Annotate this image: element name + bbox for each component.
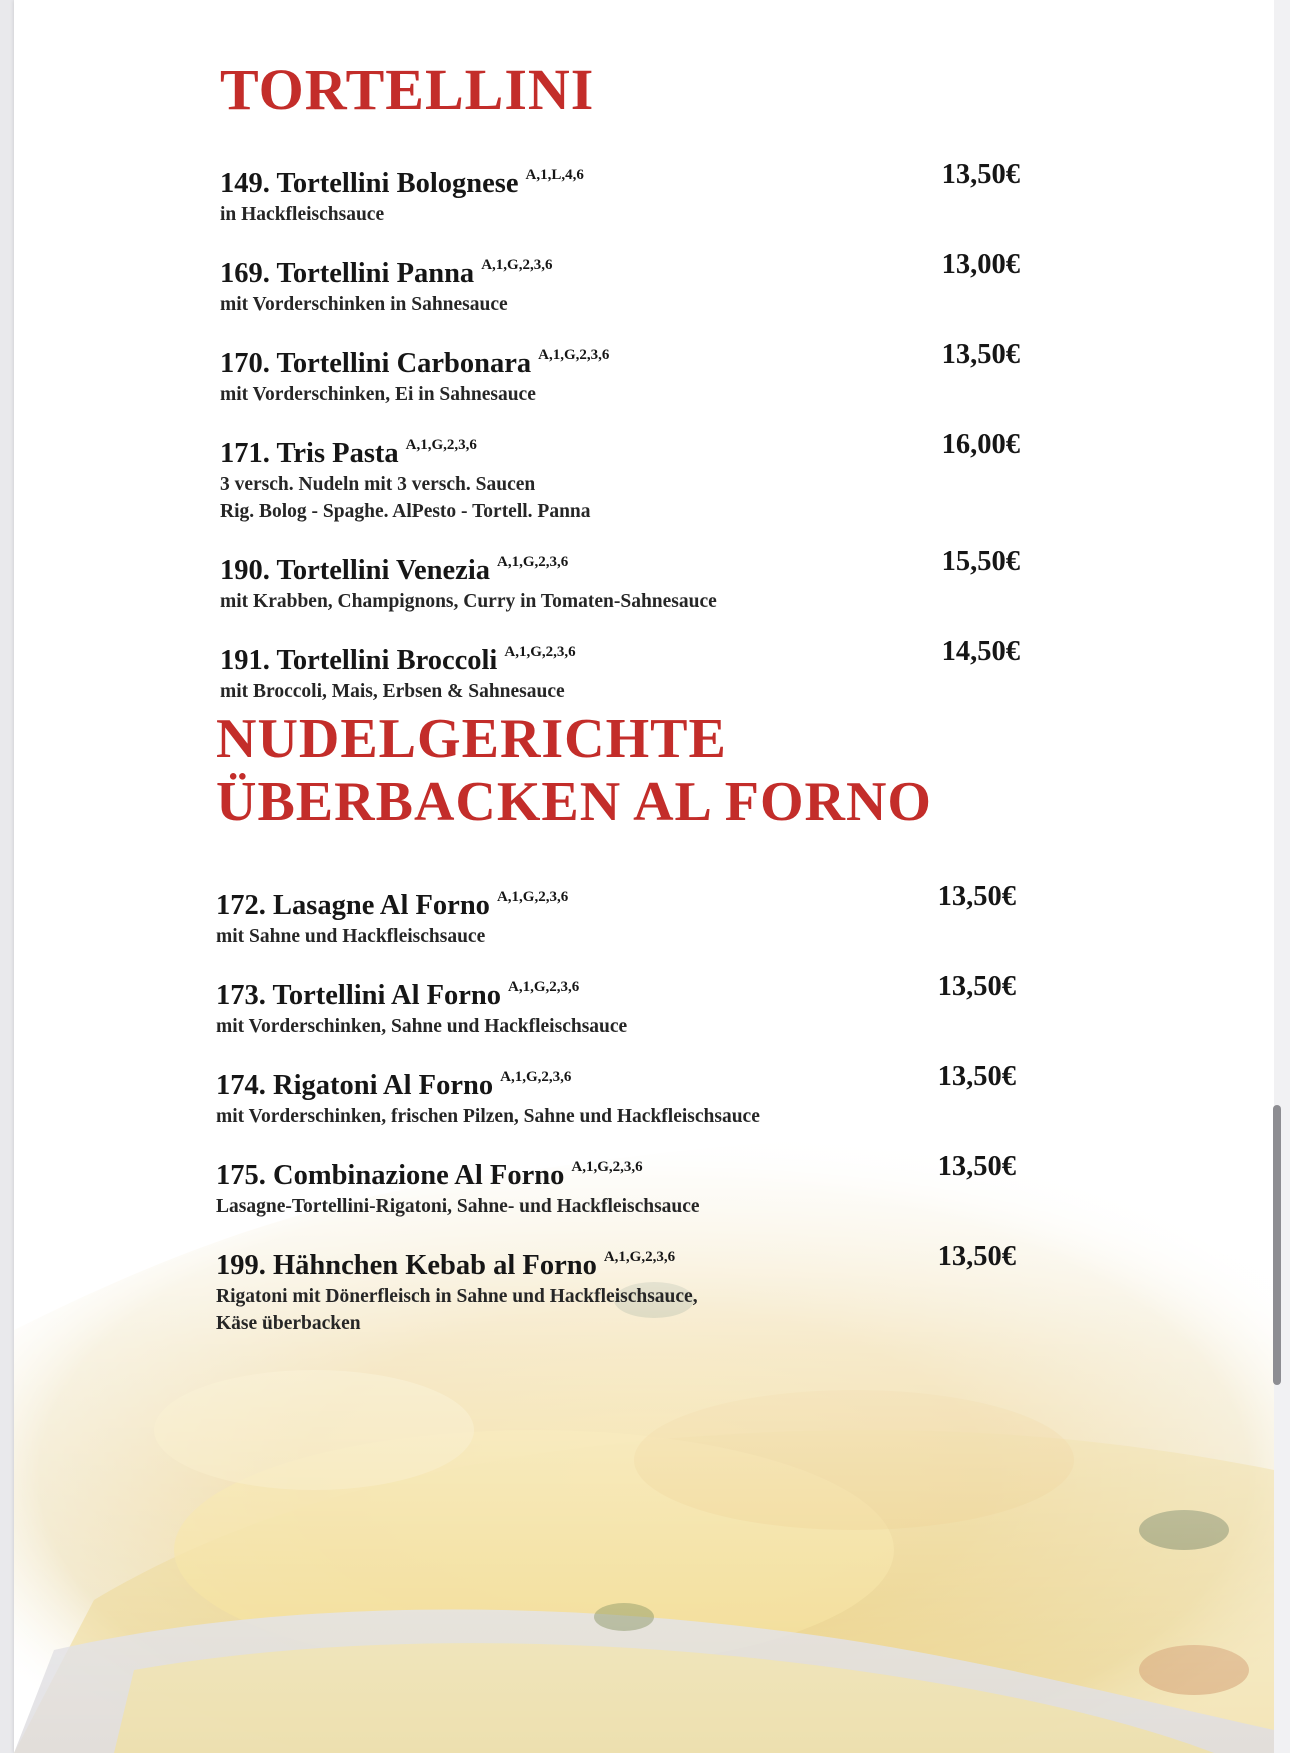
item-title: 174. Rigatoni Al Forno: [216, 1070, 494, 1101]
menu-item: [220, 428, 1020, 525]
item-name: [220, 545, 1020, 588]
item-description: mit Vorderschinken in Sahnesauce: [220, 294, 508, 315]
item-title: 175. Combinazione Al Forno: [216, 1160, 565, 1191]
item-price: 13,50€: [937, 971, 1016, 1002]
item-price: 13,50€: [937, 1061, 1016, 1092]
item-description: mit Vorderschinken, Ei in Sahnesauce: [220, 384, 536, 405]
item-title: 173. Tortellini Al Forno: [216, 980, 502, 1011]
item-title: 170. Tortellini Carbonara: [220, 348, 532, 379]
item-name: [216, 1240, 1016, 1283]
allergen-codes: A,1,G,2,3,6: [508, 979, 580, 995]
section-title-line: NUDELGERICHTE: [216, 708, 727, 770]
allergen-codes: A,1,G,2,3,6: [500, 1069, 572, 1085]
item-price: 13,50€: [937, 1151, 1016, 1182]
item-title: 191. Tortellini Broccoli: [220, 645, 498, 676]
item-price: 13,50€: [937, 881, 1016, 912]
item-name: [220, 635, 1020, 678]
item-name: [220, 338, 1020, 381]
allergen-codes: A,1,G,2,3,6: [538, 347, 610, 363]
section-title-line: ÜBERBACKEN AL FORNO: [216, 770, 932, 833]
item-title: 149. Tortellini Bolognese: [220, 168, 519, 199]
item-price: 13,00€: [941, 249, 1020, 280]
menu-item: [220, 158, 1020, 228]
item-price: 15,50€: [941, 546, 1020, 577]
allergen-codes: A,1,G,2,3,6: [496, 889, 569, 905]
menu-item: [216, 1240, 1016, 1337]
nudelgerichte-items: [216, 880, 1016, 1357]
scrollbar-track[interactable]: [1274, 0, 1290, 1753]
menu-item: [220, 635, 1020, 705]
menu-item: [216, 1060, 1016, 1130]
item-name: [216, 880, 1016, 923]
item-title: 169. Tortellini Panna: [220, 258, 475, 289]
item-description: mit Vorderschinken, frischen Pilzen, Sahne und Hackfleischsauce: [216, 1106, 760, 1127]
item-title: 172. Lasagne Al Forno: [216, 890, 490, 921]
allergen-codes: A,1,G,2,3,6: [481, 257, 553, 273]
item-name: [216, 970, 1016, 1013]
item-name: [220, 428, 1020, 471]
menu-page: [14, 0, 1274, 1753]
item-description: mit Vorderschinken, Sahne und Hackfleischsauce: [216, 1016, 628, 1037]
section-title-tortellini: TORTELLINI: [220, 57, 595, 122]
scrollbar-thumb[interactable]: [1273, 1105, 1281, 1385]
item-name: [220, 158, 1020, 201]
item-description: mit Broccoli, Mais, Erbsen & Sahnesauce: [220, 681, 565, 702]
item-description: Rig. Bolog - Spaghe. AlPesto - Tortell. Panna: [220, 501, 591, 522]
menu-item: [216, 880, 1016, 950]
menu-item: [220, 545, 1020, 615]
item-price: 13,50€: [941, 339, 1020, 370]
section-title-nudelgerichte: [216, 708, 932, 833]
item-description: Käse überbacken: [216, 1313, 361, 1334]
allergen-codes: A,1,L,4,6: [525, 167, 584, 183]
allergen-codes: A,1,G,2,3,6: [405, 437, 477, 453]
item-description: Lasagne-Tortellini-Rigatoni, Sahne- und Hackfleischsauce: [216, 1196, 700, 1217]
item-title: 199. Hähnchen Kebab al Forno: [216, 1250, 597, 1281]
item-name: [216, 1150, 1016, 1193]
item-description: in Hackfleischsauce: [220, 204, 385, 225]
allergen-codes: A,1,G,2,3,6: [603, 1249, 676, 1265]
allergen-codes: A,1,G,2,3,6: [497, 554, 569, 570]
menu-item: [220, 248, 1020, 318]
item-price: 13,50€: [937, 1241, 1016, 1272]
item-description: mit Krabben, Champignons, Curry in Tomaten-Sahnesauce: [220, 591, 717, 612]
item-description: mit Sahne und Hackfleischsauce: [216, 926, 486, 947]
item-title: 190. Tortellini Venezia: [220, 555, 490, 586]
item-price: 13,50€: [941, 159, 1020, 190]
allergen-codes: A,1,G,2,3,6: [504, 644, 576, 660]
menu-item: [220, 338, 1020, 408]
item-name: [220, 248, 1020, 291]
item-price: 14,50€: [941, 636, 1020, 667]
item-description: 3 versch. Nudeln mit 3 versch. Saucen: [220, 474, 536, 495]
menu-item: [216, 1150, 1016, 1220]
menu-item: [216, 970, 1016, 1040]
item-description: Rigatoni mit Dönerfleisch in Sahne und Hackfleischsauce,: [216, 1286, 698, 1307]
item-price: 16,00€: [941, 429, 1020, 460]
item-title: 171. Tris Pasta: [220, 438, 399, 469]
allergen-codes: A,1,G,2,3,6: [571, 1159, 643, 1175]
tortellini-items: [220, 158, 1020, 725]
item-name: [216, 1060, 1016, 1103]
